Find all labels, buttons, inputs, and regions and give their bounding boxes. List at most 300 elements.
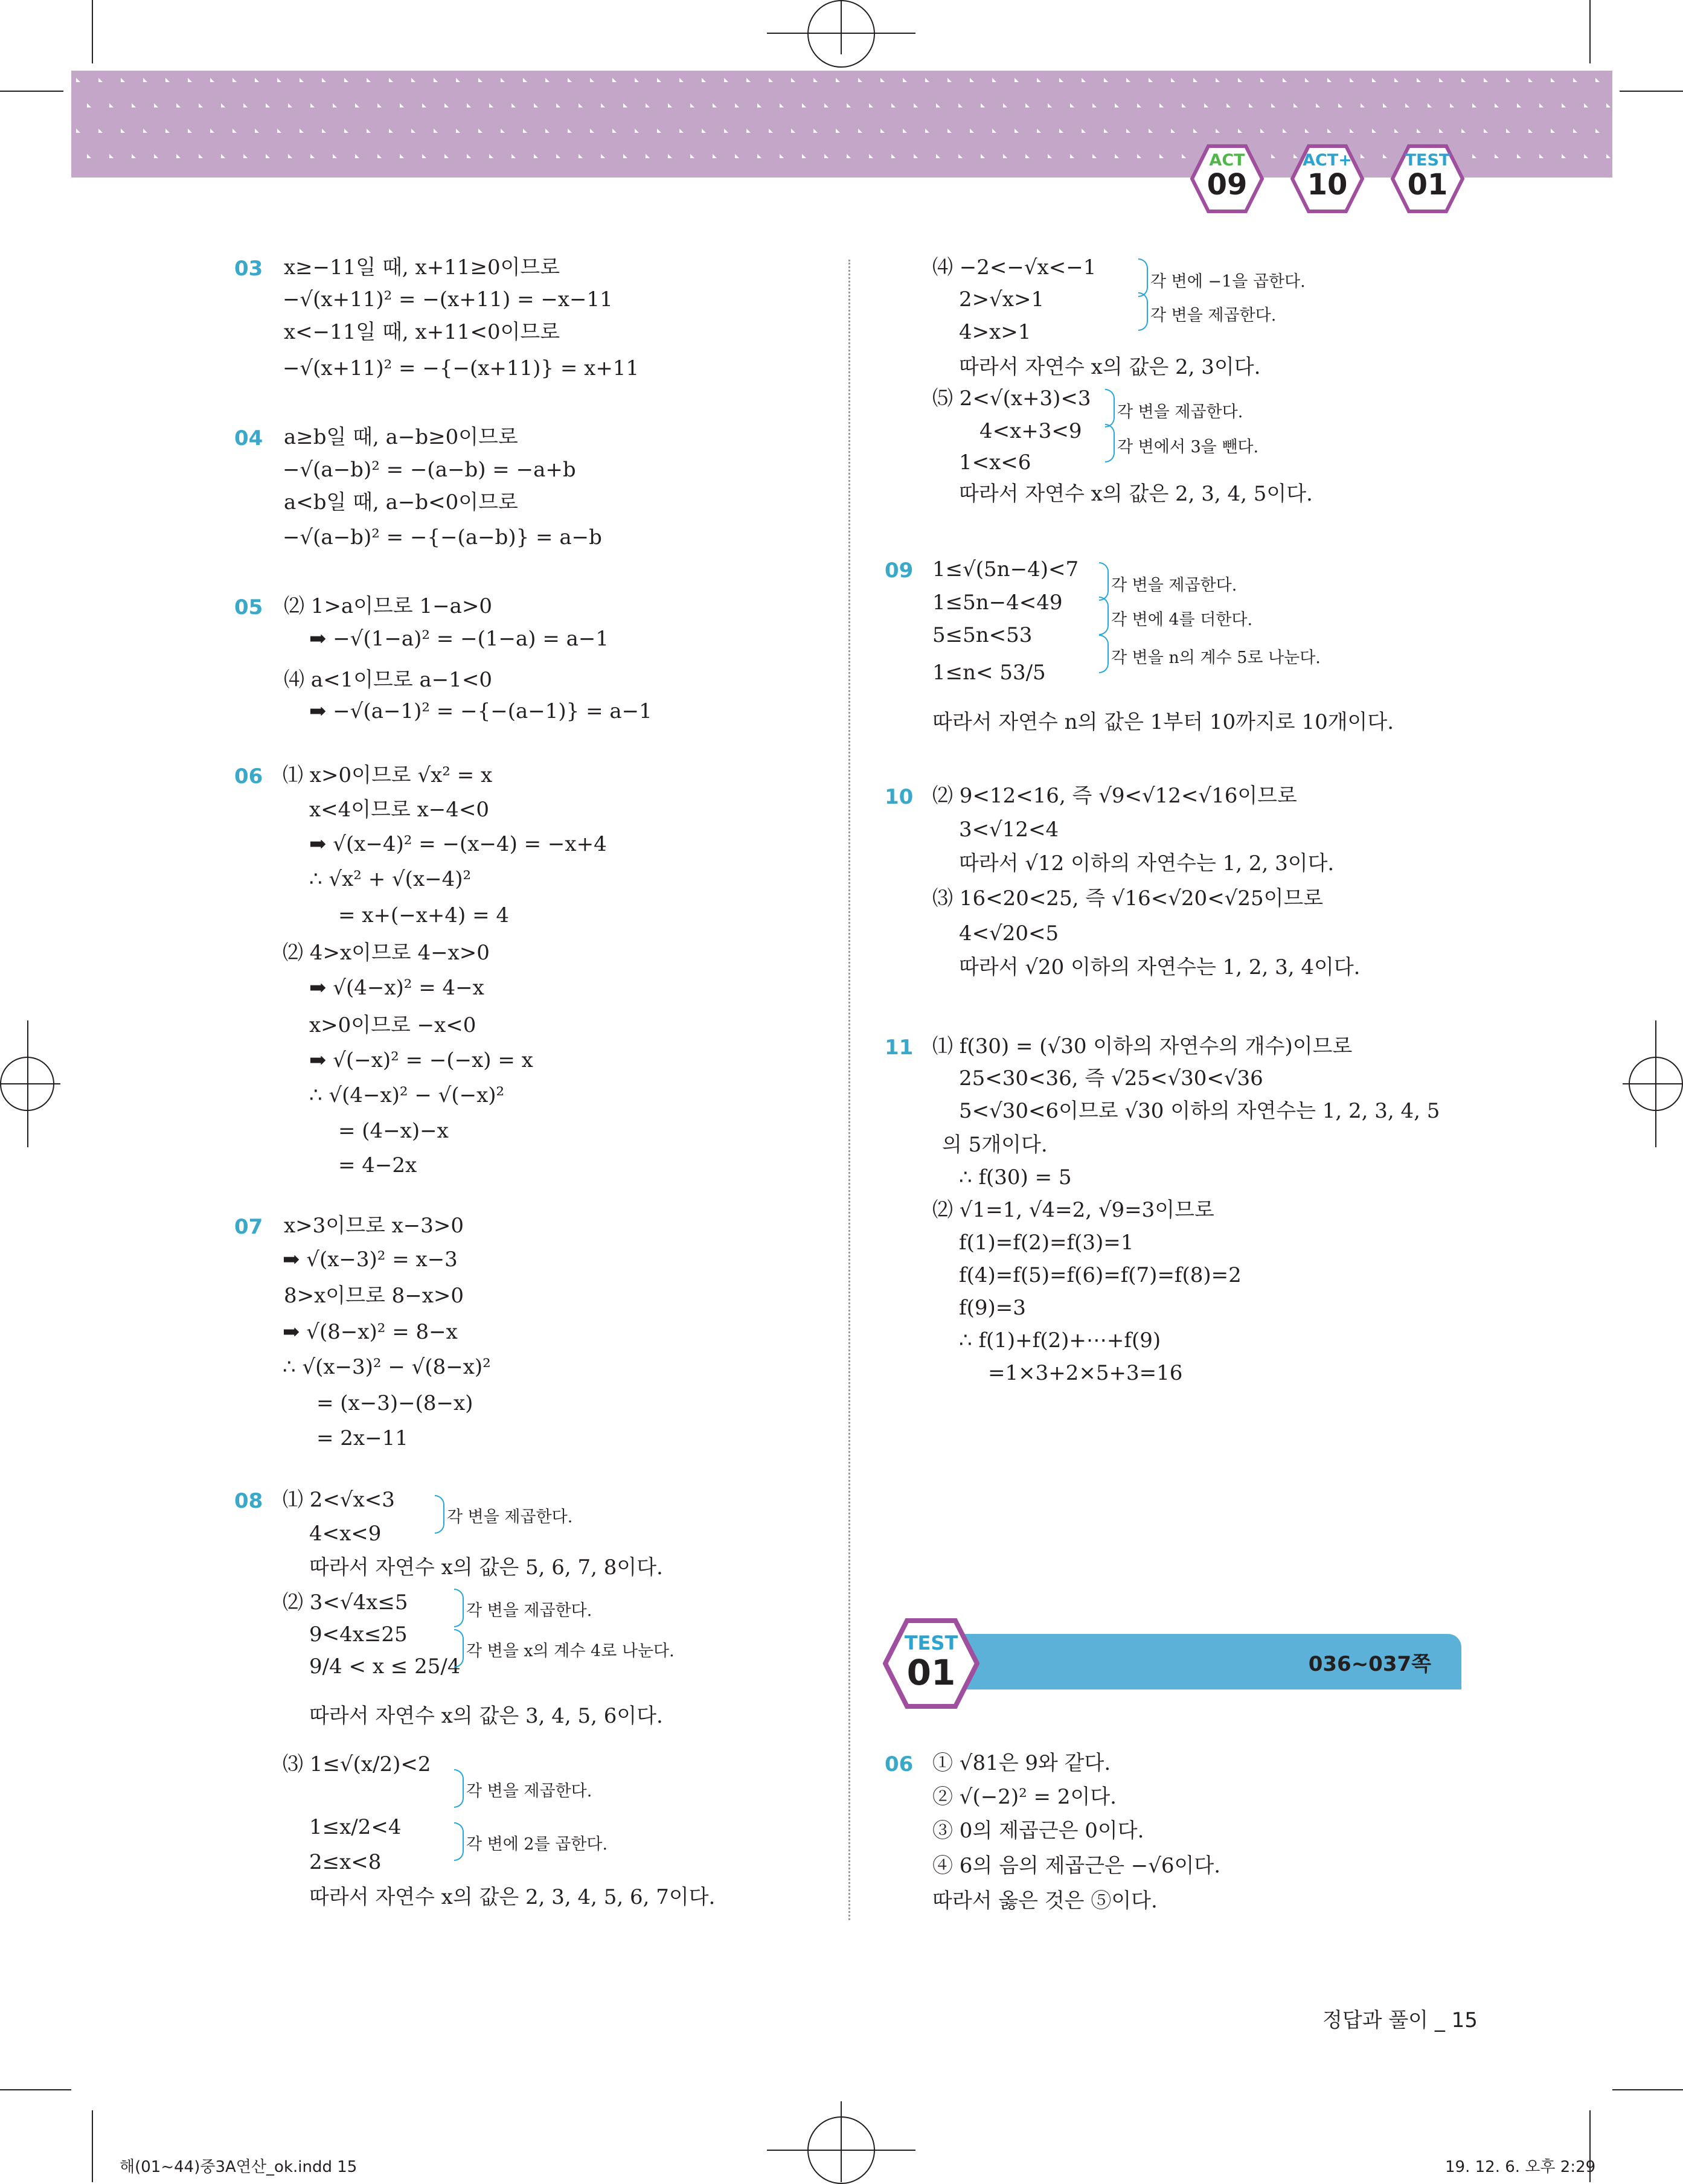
step-note: 각 변을 제곱한다.	[447, 1508, 573, 1526]
solution-line: ∴ √x² + √(x−4)²	[309, 867, 472, 891]
banner-pattern	[534, 154, 538, 158]
banner-pattern	[322, 129, 326, 133]
badge-2	[1390, 144, 1465, 214]
banner-pattern	[1461, 78, 1466, 82]
banner-pattern	[914, 103, 918, 107]
step-arrow	[1099, 597, 1109, 635]
banner-pattern	[757, 103, 761, 107]
banner-pattern	[422, 103, 426, 107]
solution-line: ⑴ 2<√x<3	[283, 1488, 395, 1512]
banner-pattern	[724, 78, 728, 82]
step-note: 각 변에 −1을 곱한다.	[1150, 272, 1306, 291]
banner-pattern	[679, 129, 684, 133]
banner-pattern	[802, 103, 806, 107]
banner-pattern	[1260, 129, 1265, 133]
solution-line: 따라서 자연수 x의 값은 5, 6, 7, 8이다.	[309, 1555, 663, 1580]
badge-label: ACT	[1209, 151, 1245, 170]
solution-line: ⑴ f(30) = (√30 이하의 자연수의 개수)이므로	[932, 1034, 1353, 1058]
banner-pattern	[668, 154, 672, 158]
banner-pattern	[1025, 103, 1030, 107]
solution-line: x<−11일 때, x+11<0이므로	[284, 320, 560, 344]
banner-pattern	[713, 103, 717, 107]
banner-pattern	[947, 78, 952, 82]
solution-line: = 4−2x	[338, 1153, 417, 1177]
solution-line: f(9)=3	[959, 1296, 1026, 1320]
banner-pattern	[400, 154, 404, 158]
banner-pattern	[1048, 103, 1052, 107]
banner-pattern	[355, 154, 359, 158]
banner-pattern	[646, 154, 650, 158]
solution-line: x<4이므로 x−4<0	[309, 798, 490, 822]
banner-pattern	[444, 154, 449, 158]
banner-pattern	[1484, 129, 1488, 133]
banner-pattern	[355, 103, 359, 107]
print-date: 19. 12. 6. 오후 2:29	[1445, 2158, 1596, 2176]
banner-pattern	[400, 103, 404, 107]
banner-pattern	[98, 129, 103, 133]
solution-line: 따라서 옳은 것은 ⑤이다.	[932, 1889, 1158, 1913]
banner-pattern	[188, 129, 192, 133]
banner-pattern	[1361, 103, 1365, 107]
banner-pattern	[970, 129, 974, 133]
solution-line: 따라서 자연수 n의 값은 1부터 10까지로 10개이다.	[932, 710, 1394, 734]
banner-pattern	[590, 129, 594, 133]
step-arrow	[454, 1769, 464, 1808]
header-banner	[71, 71, 1612, 178]
column-divider	[848, 260, 850, 1920]
solution-line: 1<x<6	[959, 450, 1031, 475]
banner-pattern	[255, 78, 259, 82]
banner-pattern	[277, 78, 281, 82]
solution-line: 9/4 < x ≤ 25/4	[309, 1654, 461, 1679]
banner-pattern	[333, 103, 337, 107]
solution-line: ⑶ 16<20<25, 즉 √16<√20<√25이므로	[932, 886, 1324, 911]
banner-pattern	[411, 78, 415, 82]
banner-pattern	[1283, 129, 1287, 133]
solution-line: = (4−x)−x	[338, 1119, 449, 1143]
banner-pattern	[109, 103, 114, 107]
step-note: 각 변을 제곱한다.	[1117, 403, 1243, 421]
banner-pattern	[1573, 129, 1577, 133]
solution-line: ➡ −√(a−1)² = −{−(a−1)} = a−1	[309, 699, 652, 723]
step-note: 각 변을 제곱한다.	[466, 1601, 592, 1620]
solution-line: ∴ f(1)+f(2)+⋯+f(9)	[959, 1328, 1161, 1353]
banner-pattern	[992, 78, 996, 82]
banner-pattern	[1092, 154, 1097, 158]
test-pages-label: 036~037쪽	[1308, 1652, 1431, 1676]
step-note: 각 변을 x의 계수 4로 나눈다.	[466, 1642, 675, 1660]
banner-pattern	[869, 154, 873, 158]
banner-pattern	[1517, 154, 1521, 158]
banner-pattern	[1260, 78, 1265, 82]
banner-pattern	[434, 78, 438, 82]
solution-line: 따라서 자연수 x의 값은 2, 3이다.	[959, 355, 1261, 379]
banner-pattern	[511, 103, 516, 107]
solution-line: ➡ √(8−x)² = 8−x	[283, 1320, 458, 1344]
solution-line: 9<4x≤25	[309, 1622, 408, 1647]
step-note: 각 변에 4를 더한다.	[1111, 610, 1253, 629]
solution-line: ➡ √(x−3)² = x−3	[283, 1247, 458, 1272]
banner-pattern	[545, 78, 550, 82]
test-badge-number: 01	[906, 1652, 956, 1693]
banner-pattern	[590, 78, 594, 82]
badge-number: 01	[1407, 168, 1448, 202]
step-note: 각 변에서 3을 뺀다.	[1117, 438, 1259, 456]
banner-pattern	[1159, 154, 1164, 158]
crop-mark	[1620, 91, 1683, 92]
crop-mark	[1612, 2089, 1683, 2090]
banner-pattern	[958, 103, 963, 107]
crop-mark	[1589, 0, 1591, 63]
solution-line: 25<30<36, 즉 √25<√30<√36	[959, 1066, 1263, 1090]
banner-pattern	[713, 154, 717, 158]
banner-pattern	[511, 154, 516, 158]
banner-pattern	[1171, 129, 1175, 133]
banner-pattern	[824, 154, 829, 158]
banner-pattern	[1595, 78, 1600, 82]
banner-pattern	[1584, 154, 1588, 158]
banner-pattern	[646, 103, 650, 107]
problem-number: 09	[885, 559, 914, 583]
banner-pattern	[1472, 154, 1476, 158]
banner-pattern	[612, 129, 617, 133]
banner-pattern	[1271, 103, 1275, 107]
banner-pattern	[489, 103, 493, 107]
banner-pattern	[556, 154, 560, 158]
badge-label: TEST	[1405, 151, 1451, 170]
solution-line: 따라서 자연수 x의 값은 3, 4, 5, 6이다.	[309, 1704, 663, 1728]
banner-pattern	[1193, 129, 1197, 133]
banner-pattern	[534, 103, 538, 107]
banner-pattern	[1137, 154, 1141, 158]
solution-line: ∴ √(x−3)² − √(8−x)²	[283, 1355, 491, 1379]
test-badge-label: TEST	[904, 1632, 958, 1654]
banner-pattern	[1015, 78, 1019, 82]
banner-pattern	[1405, 103, 1409, 107]
banner-pattern	[1104, 78, 1108, 82]
banner-pattern	[266, 103, 270, 107]
banner-pattern	[310, 154, 315, 158]
solution-line: −√(x+11)² = −(x+11) = −x−11	[283, 287, 613, 312]
banner-pattern	[444, 103, 449, 107]
banner-pattern	[300, 129, 304, 133]
banner-pattern	[1551, 129, 1555, 133]
step-arrow	[1099, 635, 1109, 673]
solution-line: ➡ √(−x)² = −(−x) = x	[309, 1048, 533, 1072]
banner-pattern	[936, 154, 940, 158]
banner-pattern	[377, 154, 382, 158]
banner-pattern	[199, 154, 203, 158]
banner-pattern	[210, 78, 214, 82]
solution-line: a<b일 때, a−b<0이므로	[284, 490, 518, 514]
solution-line: 1≤x/2<4	[309, 1815, 402, 1839]
banner-pattern	[109, 154, 114, 158]
problem-number: 05	[234, 595, 263, 620]
banner-pattern	[568, 129, 572, 133]
solution-line: ⑵ 3<√4x≤5	[283, 1590, 408, 1615]
banner-pattern	[1003, 103, 1007, 107]
solution-line: a≥b일 때, a−b≥0이므로	[284, 425, 518, 449]
banner-pattern	[623, 103, 627, 107]
solution-line: 4<x<9	[309, 1522, 382, 1546]
solution-line: = (x−3)−(8−x)	[316, 1391, 473, 1415]
banner-pattern	[1238, 78, 1242, 82]
step-arrow	[1099, 562, 1109, 601]
banner-pattern	[1070, 154, 1074, 158]
banner-pattern	[891, 154, 896, 158]
solution-line: = x+(−x+4) = 4	[338, 903, 510, 927]
banner-pattern	[657, 129, 661, 133]
banner-pattern	[243, 103, 248, 107]
solution-line: 따라서 자연수 x의 값은 2, 3, 4, 5, 6, 7이다.	[309, 1885, 716, 1909]
banner-pattern	[858, 78, 862, 82]
banner-pattern	[635, 78, 639, 82]
solution-line: 따라서 자연수 x의 값은 2, 3, 4, 5이다.	[959, 482, 1313, 506]
problem-number: 08	[234, 1489, 263, 1513]
banner-pattern	[1506, 129, 1510, 133]
solution-line: 2>√x>1	[959, 287, 1045, 312]
banner-pattern	[277, 129, 281, 133]
step-note: 각 변을 제곱한다.	[466, 1782, 592, 1801]
banner-pattern	[847, 154, 851, 158]
step-arrow	[1105, 389, 1115, 428]
solution-line: 8>x이므로 8−x>0	[284, 1284, 464, 1308]
banner-pattern	[300, 78, 304, 82]
solution-line: 1≤n< 53/5	[932, 661, 1046, 685]
banner-pattern	[1059, 129, 1063, 133]
solution-line: ② √(−2)² = 2이다.	[932, 1785, 1117, 1809]
banner-pattern	[981, 154, 985, 158]
banner-pattern	[1606, 154, 1611, 158]
solution-line: ⑶ 1≤√(x/2)<2	[283, 1752, 431, 1776]
file-name: 해(01~44)중3A연산_ok.indd 15	[120, 2158, 357, 2176]
badge-number: 09	[1207, 168, 1248, 202]
banner-pattern	[746, 129, 751, 133]
banner-pattern	[903, 78, 907, 82]
banner-pattern	[1204, 103, 1208, 107]
solution-line: 4<x+3<9	[979, 419, 1082, 443]
banner-pattern	[344, 129, 348, 133]
banner-pattern	[903, 129, 907, 133]
problem-number: 04	[234, 426, 263, 450]
banner-pattern	[87, 154, 91, 158]
test-section-bar	[939, 1634, 1461, 1689]
banner-pattern	[1417, 78, 1421, 82]
solution-line: ⑵ 4>x이므로 4−x>0	[283, 941, 490, 965]
banner-pattern	[367, 129, 371, 133]
badge-0	[1190, 144, 1265, 214]
banner-pattern	[1037, 129, 1041, 133]
banner-pattern	[601, 154, 605, 158]
banner-pattern	[836, 129, 840, 133]
solution-line: ⑸ 2<√(x+3)<3	[932, 386, 1091, 411]
banner-pattern	[1104, 129, 1108, 133]
banner-pattern	[132, 103, 136, 107]
banner-pattern	[1372, 129, 1376, 133]
banner-pattern	[545, 129, 550, 133]
banner-pattern	[869, 103, 873, 107]
banner-pattern	[1338, 103, 1342, 107]
banner-pattern	[310, 103, 315, 107]
crop-mark	[92, 2110, 93, 2182]
solution-line: ⑵ 1>a이므로 1−a>0	[284, 594, 493, 618]
banner-pattern	[1495, 154, 1499, 158]
banner-pattern	[87, 103, 91, 107]
banner-pattern	[1305, 78, 1309, 82]
solution-line: ➡ −√(1−a)² = −(1−a) = a−1	[309, 627, 609, 651]
problem-number: 06	[234, 764, 263, 789]
banner-pattern	[824, 103, 829, 107]
banner-pattern	[188, 78, 192, 82]
solution-line: x≥−11일 때, x+11≥0이므로	[284, 255, 560, 280]
banner-pattern	[1082, 129, 1086, 133]
banner-pattern	[791, 78, 795, 82]
banner-pattern	[1182, 103, 1186, 107]
banner-pattern	[746, 78, 751, 82]
banner-pattern	[1249, 103, 1253, 107]
banner-pattern	[1562, 154, 1566, 158]
step-note: 각 변을 n의 계수 5로 나눈다.	[1111, 648, 1321, 667]
registration-mark	[841, 0, 842, 54]
solution-line: ③ 0의 제곱근은 0이다.	[932, 1819, 1144, 1843]
banner-pattern	[98, 78, 103, 82]
solution-line: 5<√30<6이므로 √30 이하의 자연수는 1, 2, 3, 4, 5	[959, 1099, 1440, 1123]
banner-pattern	[1528, 129, 1533, 133]
banner-pattern	[623, 154, 627, 158]
banner-pattern	[947, 129, 952, 133]
solution-line: ① √81은 9와 같다.	[932, 1751, 1111, 1775]
banner-pattern	[367, 78, 371, 82]
banner-pattern	[434, 129, 438, 133]
banner-pattern	[579, 154, 583, 158]
step-arrow	[454, 1589, 464, 1627]
banner-pattern	[914, 154, 918, 158]
banner-pattern	[769, 129, 773, 133]
banner-pattern	[322, 78, 326, 82]
solution-line: ∴ f(30) = 5	[959, 1165, 1072, 1190]
banner-pattern	[344, 78, 348, 82]
step-arrow	[1138, 292, 1148, 331]
banner-pattern	[813, 78, 818, 82]
banner-pattern	[76, 78, 80, 82]
registration-mark	[27, 1020, 28, 1147]
banner-pattern	[1428, 103, 1432, 107]
step-arrow	[454, 1822, 464, 1861]
banner-pattern	[690, 154, 694, 158]
banner-pattern	[1461, 129, 1466, 133]
step-arrow	[435, 1495, 444, 1534]
banner-pattern	[880, 78, 885, 82]
solution-line: x>0이므로 −x<0	[309, 1013, 476, 1037]
banner-pattern	[199, 103, 203, 107]
solution-line: −√(x+11)² = −{−(x+11)} = x+11	[283, 356, 640, 380]
banner-pattern	[288, 154, 292, 158]
step-note: 각 변에 2를 곱한다.	[466, 1835, 608, 1854]
banner-pattern	[456, 129, 460, 133]
problem-number: 07	[234, 1215, 263, 1239]
banner-pattern	[1327, 78, 1332, 82]
banner-pattern	[1171, 78, 1175, 82]
banner-pattern	[936, 103, 940, 107]
solution-line: −√(a−b)² = −{−(a−b)} = a−b	[283, 525, 602, 549]
banner-pattern	[1528, 78, 1533, 82]
banner-pattern	[501, 129, 505, 133]
banner-pattern	[1417, 129, 1421, 133]
banner-pattern	[411, 129, 415, 133]
banner-pattern	[1484, 78, 1488, 82]
banner-pattern	[143, 129, 147, 133]
banner-pattern	[847, 103, 851, 107]
banner-pattern	[1149, 78, 1153, 82]
banner-pattern	[780, 154, 784, 158]
banner-pattern	[925, 78, 929, 82]
banner-pattern	[690, 103, 694, 107]
step-note: 각 변을 제곱한다.	[1150, 306, 1277, 325]
solution-line: 4<√20<5	[959, 921, 1059, 946]
banner-pattern	[1316, 103, 1320, 107]
banner-pattern	[1182, 154, 1186, 158]
banner-pattern	[1350, 129, 1354, 133]
banner-pattern	[601, 103, 605, 107]
solution-line: f(4)=f(5)=f(6)=f(7)=f(8)=2	[959, 1263, 1242, 1287]
banner-pattern	[154, 103, 158, 107]
banner-pattern	[1216, 129, 1220, 133]
problem-number: 10	[885, 785, 914, 809]
problem-number: 03	[234, 257, 263, 281]
banner-pattern	[232, 129, 237, 133]
banner-pattern	[176, 103, 181, 107]
banner-pattern	[735, 154, 739, 158]
solution-line: −√(a−b)² = −(a−b) = −a+b	[283, 458, 576, 482]
banner-pattern	[1037, 78, 1041, 82]
banner-pattern	[891, 103, 896, 107]
banner-pattern	[1070, 103, 1074, 107]
banner-pattern	[1025, 154, 1030, 158]
banner-pattern	[1606, 103, 1611, 107]
banner-pattern	[757, 154, 761, 158]
solution-line: 따라서 √20 이하의 자연수는 1, 2, 3, 4이다.	[959, 955, 1361, 979]
banner-pattern	[1539, 103, 1544, 107]
banner-pattern	[221, 103, 225, 107]
banner-pattern	[1226, 103, 1231, 107]
problem-number: 11	[885, 1036, 914, 1060]
banner-pattern	[1115, 103, 1119, 107]
banner-pattern	[791, 129, 795, 133]
banner-pattern	[422, 154, 426, 158]
step-note: 각 변을 제곱한다.	[1111, 576, 1237, 595]
registration-mark	[841, 2101, 842, 2182]
banner-pattern	[232, 78, 237, 82]
banner-pattern	[132, 154, 136, 158]
solution-line: ⑴ x>0이므로 √x² = x	[283, 763, 493, 787]
banner-pattern	[210, 129, 214, 133]
banner-pattern	[858, 129, 862, 133]
registration-mark	[1655, 1020, 1656, 1147]
solution-line: 2≤x<8	[309, 1850, 382, 1874]
solution-line: x>3이므로 x−3>0	[284, 1214, 464, 1238]
banner-pattern	[467, 103, 471, 107]
banner-pattern	[389, 78, 393, 82]
solution-line: 의 5개이다.	[942, 1133, 1048, 1157]
banner-pattern	[165, 129, 170, 133]
solution-line: 5≤5n<53	[932, 623, 1033, 647]
banner-pattern	[1383, 103, 1387, 107]
solution-line: ⑷ −2<−√x<−1	[932, 255, 1097, 280]
banner-pattern	[1092, 103, 1097, 107]
banner-pattern	[523, 78, 527, 82]
problem-number: 06	[885, 1752, 914, 1776]
banner-pattern	[1495, 103, 1499, 107]
